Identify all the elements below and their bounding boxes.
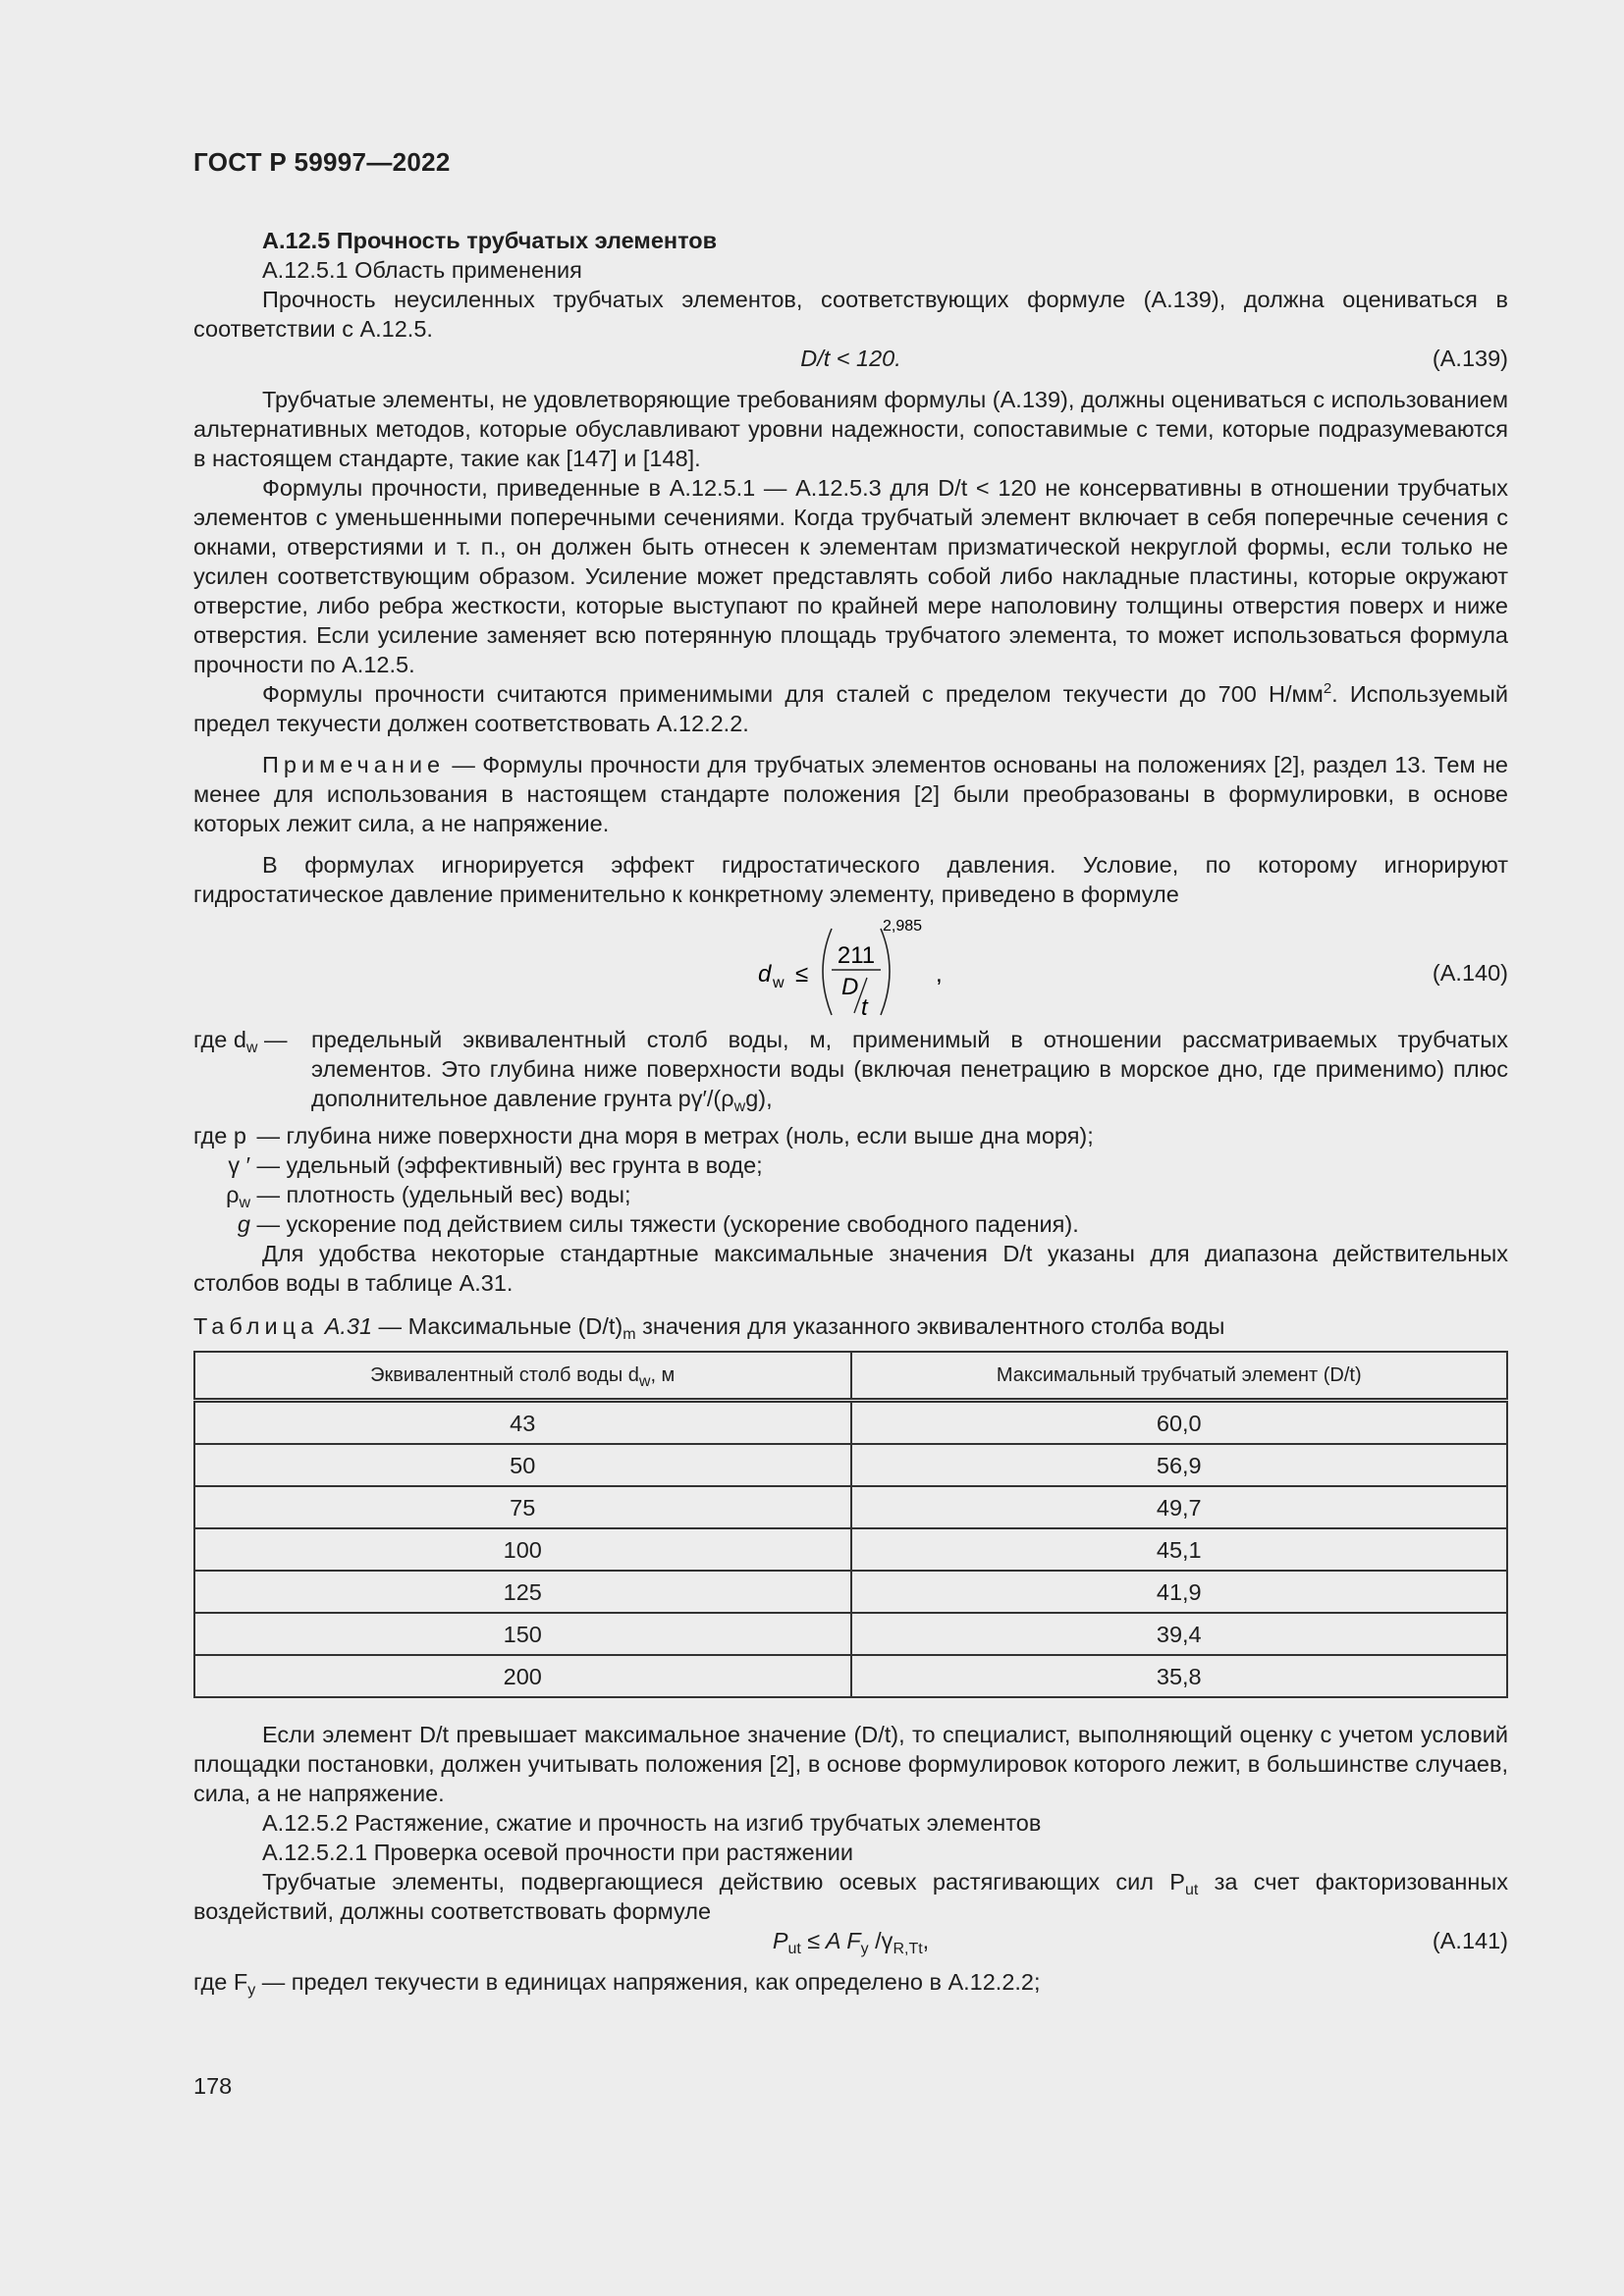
note-text: — Формулы прочности для трубчатых элементов основаны на положениях [2], раздел 13. Тем не менее для использования в настоящем стандарте положения [2] были преобразованы в формулировки, в основе которых лежит сила, а не напряжение. bbox=[193, 752, 1508, 836]
section-title: А.12.5 Прочность трубчатых элементов bbox=[262, 228, 718, 253]
sub: y bbox=[860, 1941, 869, 1957]
cell: 100 bbox=[194, 1528, 851, 1571]
where-label: g bbox=[237, 1211, 250, 1237]
where-label bbox=[193, 1025, 311, 1113]
table-row bbox=[194, 1571, 1507, 1613]
paragraph: Прочность неусиленных трубчатых элементов, соответствующих формуле (А.139), должна оцениваться в соответствии с А.12.5. bbox=[193, 287, 1508, 342]
label-text: где d bbox=[193, 1027, 246, 1052]
formula-leq: ≤ bbox=[795, 961, 809, 988]
formula-number: (А.141) bbox=[1432, 1928, 1508, 1953]
left-paren bbox=[823, 929, 832, 1015]
cell: 45,1 bbox=[851, 1528, 1508, 1571]
where-text bbox=[311, 1025, 1508, 1113]
label-sub: w bbox=[239, 1195, 250, 1211]
formula-den-t: t bbox=[861, 994, 868, 1021]
column-header: Максимальный трубчатый элемент (D/t) bbox=[851, 1352, 1508, 1401]
subsection-title: А.12.5.2 Растяжение, сжатие и прочность на изгиб трубчатых элементов bbox=[262, 1810, 1042, 1836]
where-item bbox=[193, 1180, 1508, 1209]
sub: w bbox=[638, 1373, 651, 1390]
cell: 35,8 bbox=[851, 1655, 1508, 1697]
note-label: Примечание bbox=[262, 752, 446, 777]
cell: 125 bbox=[194, 1571, 851, 1613]
sub: m bbox=[623, 1326, 636, 1343]
table-header-row bbox=[194, 1352, 1507, 1401]
subsection-title: А.12.5.2.1 Проверка осевой прочности при растяжении bbox=[262, 1840, 853, 1865]
formula-part: , bbox=[922, 1928, 930, 1953]
formula-part: /γ bbox=[868, 1928, 893, 1953]
text: . Используемый предел текучести должен соответствовать А.12.2.2. bbox=[193, 681, 1508, 736]
superscript: 2 bbox=[1323, 680, 1332, 697]
document-header: ГОСТ Р 59997—2022 bbox=[193, 147, 451, 177]
text: значения для указанного эквивалентного столба воды bbox=[635, 1313, 1225, 1339]
sub: w bbox=[733, 1098, 746, 1115]
formula-numerator: 211 bbox=[837, 942, 876, 969]
cell: 60,0 bbox=[851, 1401, 1508, 1445]
where-item bbox=[193, 1209, 1508, 1239]
paragraph: В формулах игнорируется эффект гидростатического давления. Условие, по которому игнорируют гидростатическое давление применительно к конкретному элементу, приведено в формуле bbox=[193, 852, 1508, 907]
note bbox=[193, 750, 1508, 838]
where-text: — плотность (удельный вес) воды; bbox=[250, 1182, 631, 1207]
table-row bbox=[194, 1444, 1507, 1486]
paragraph bbox=[193, 679, 1508, 738]
column-header bbox=[194, 1352, 851, 1401]
where-item bbox=[193, 1121, 1508, 1150]
cell: 150 bbox=[194, 1613, 851, 1655]
label-sub: w bbox=[245, 1040, 258, 1056]
label-dash: — bbox=[257, 1027, 288, 1052]
cell: 50 bbox=[194, 1444, 851, 1486]
formula-part: P bbox=[772, 1928, 788, 1953]
formula-den-d: D bbox=[841, 974, 859, 1000]
sub: ut bbox=[787, 1941, 801, 1957]
text: Трубчатые элементы, подвергающиеся действию осевых растягивающих сил P bbox=[262, 1869, 1185, 1895]
where-text: — ускорение под действием силы тяжести (ускорение свободного падения). bbox=[250, 1211, 1079, 1237]
where-text: — предел текучести в единицах напряжения, как определено в А.12.2.2; bbox=[255, 1969, 1041, 1995]
sub: R,Tt bbox=[893, 1941, 923, 1957]
data-table bbox=[193, 1351, 1508, 1698]
cell: 75 bbox=[194, 1486, 851, 1528]
sub: ut bbox=[1184, 1882, 1199, 1898]
table-row bbox=[194, 1655, 1507, 1697]
text: предельный эквивалентный столб воды, м, применимый в отношении рассматриваемых трубчатых элементов. Это глубина ниже поверхности воды (включая пенетрацию в морское дно, где применимо) плюс дополнительное давление грунта pγ′/(ρ bbox=[311, 1027, 1508, 1111]
paragraph bbox=[193, 1867, 1508, 1926]
formula-a139 bbox=[193, 344, 1508, 373]
where-text: — глубина ниже поверхности дна моря в метрах (ноль, если выше дна моря); bbox=[250, 1123, 1094, 1148]
right-paren bbox=[881, 929, 890, 1015]
text: g), bbox=[745, 1086, 773, 1111]
table-row bbox=[194, 1528, 1507, 1571]
where-label: γ ′ bbox=[228, 1152, 250, 1178]
formula-expr: D/t < 120. bbox=[800, 346, 901, 371]
where-item bbox=[193, 1025, 1508, 1113]
text: , м bbox=[650, 1364, 676, 1386]
table-label: Таблица bbox=[193, 1313, 319, 1339]
table-title bbox=[193, 1311, 1508, 1341]
text: — Максимальные (D/t) bbox=[372, 1313, 623, 1339]
page-content bbox=[193, 226, 1508, 1997]
cell: 200 bbox=[194, 1655, 851, 1697]
paragraph: Формулы прочности, приведенные в А.12.5.1 — А.12.5.3 для D/t < 120 не консервативны в отношении трубчатых элементов с уменьшенными поперечными сечениями. Когда трубчатый элемент включает в себя поперечные сечения с окнами, отверстиями и т. п., он должен быть отнесен к элементам призматической некруглой формы, если только не усилен соответствующим образом. Усиление может представлять собой либо накладные пластины, которые окружают отверстие, либо ребра жесткости, которые выступают по крайней мере наполовину толщины отверстия поверх и ниже отверстия. Если усиление заменяет всю потерянную площадь трубчатого элемента, то может использоваться формула прочности по А.12.5. bbox=[193, 475, 1508, 677]
sub: y bbox=[247, 1982, 256, 1999]
subsection-title: А.12.5.1 Область применения bbox=[262, 257, 582, 283]
table-row bbox=[194, 1401, 1507, 1445]
table-id: А.31 bbox=[324, 1313, 373, 1339]
formula-number: (А.139) bbox=[1432, 346, 1508, 371]
formula-lhs-sub: w bbox=[773, 975, 785, 991]
text: за счет факторизованных воздействий, должны соответствовать формуле bbox=[193, 1869, 1508, 1924]
formula-a141 bbox=[193, 1926, 1508, 1955]
formula-number: (А.140) bbox=[1432, 960, 1508, 986]
where-label: где p bbox=[193, 1123, 246, 1148]
formula-exponent: 2,985 bbox=[883, 918, 923, 934]
formula-lhs: d bbox=[758, 961, 772, 988]
paragraph: Если элемент D/t превышает максимальное значение (D/t), то специалист, выполняющий оценку с учетом условий площадки постановки, должен учитывать положения [2], в основе формулировок которого лежит, в большинстве случаев, сила, а не напряжение. bbox=[193, 1722, 1508, 1806]
cell: 41,9 bbox=[851, 1571, 1508, 1613]
cell: 49,7 bbox=[851, 1486, 1508, 1528]
cell: 39,4 bbox=[851, 1613, 1508, 1655]
where-label: где F bbox=[193, 1969, 248, 1995]
where-item bbox=[193, 1967, 1508, 1997]
where-text: — удельный (эффективный) вес грунта в воде; bbox=[250, 1152, 763, 1178]
page-number: 178 bbox=[193, 2073, 233, 2099]
formula-a140 bbox=[193, 917, 1508, 1025]
cell: 43 bbox=[194, 1401, 851, 1445]
table-row bbox=[194, 1486, 1507, 1528]
where-list bbox=[193, 1121, 1508, 1239]
paragraph: Для удобства некоторые стандартные максимальные значения D/t указаны для диапазона действительных столбов воды в таблице А.31. bbox=[193, 1241, 1508, 1296]
text: Формулы прочности считаются применимыми для сталей с пределом текучести до 700 Н/мм bbox=[262, 681, 1324, 707]
formula-part: ≤ A F bbox=[800, 1928, 861, 1953]
formula-graphic bbox=[193, 917, 1508, 1025]
where-label: ρ bbox=[226, 1182, 240, 1207]
table-row bbox=[194, 1613, 1507, 1655]
where-item bbox=[193, 1150, 1508, 1180]
text: Эквивалентный столб воды d bbox=[370, 1364, 639, 1386]
paragraph: Трубчатые элементы, не удовлетворяющие требованиям формулы (А.139), должны оцениваться с использованием альтернативных методов, которые обуславливают уровни надежности, сопоставимые с теми, которые подразумеваются в настоящем стандарте, такие как [147] и [148]. bbox=[193, 387, 1508, 471]
formula-comma: , bbox=[936, 961, 943, 988]
cell: 56,9 bbox=[851, 1444, 1508, 1486]
